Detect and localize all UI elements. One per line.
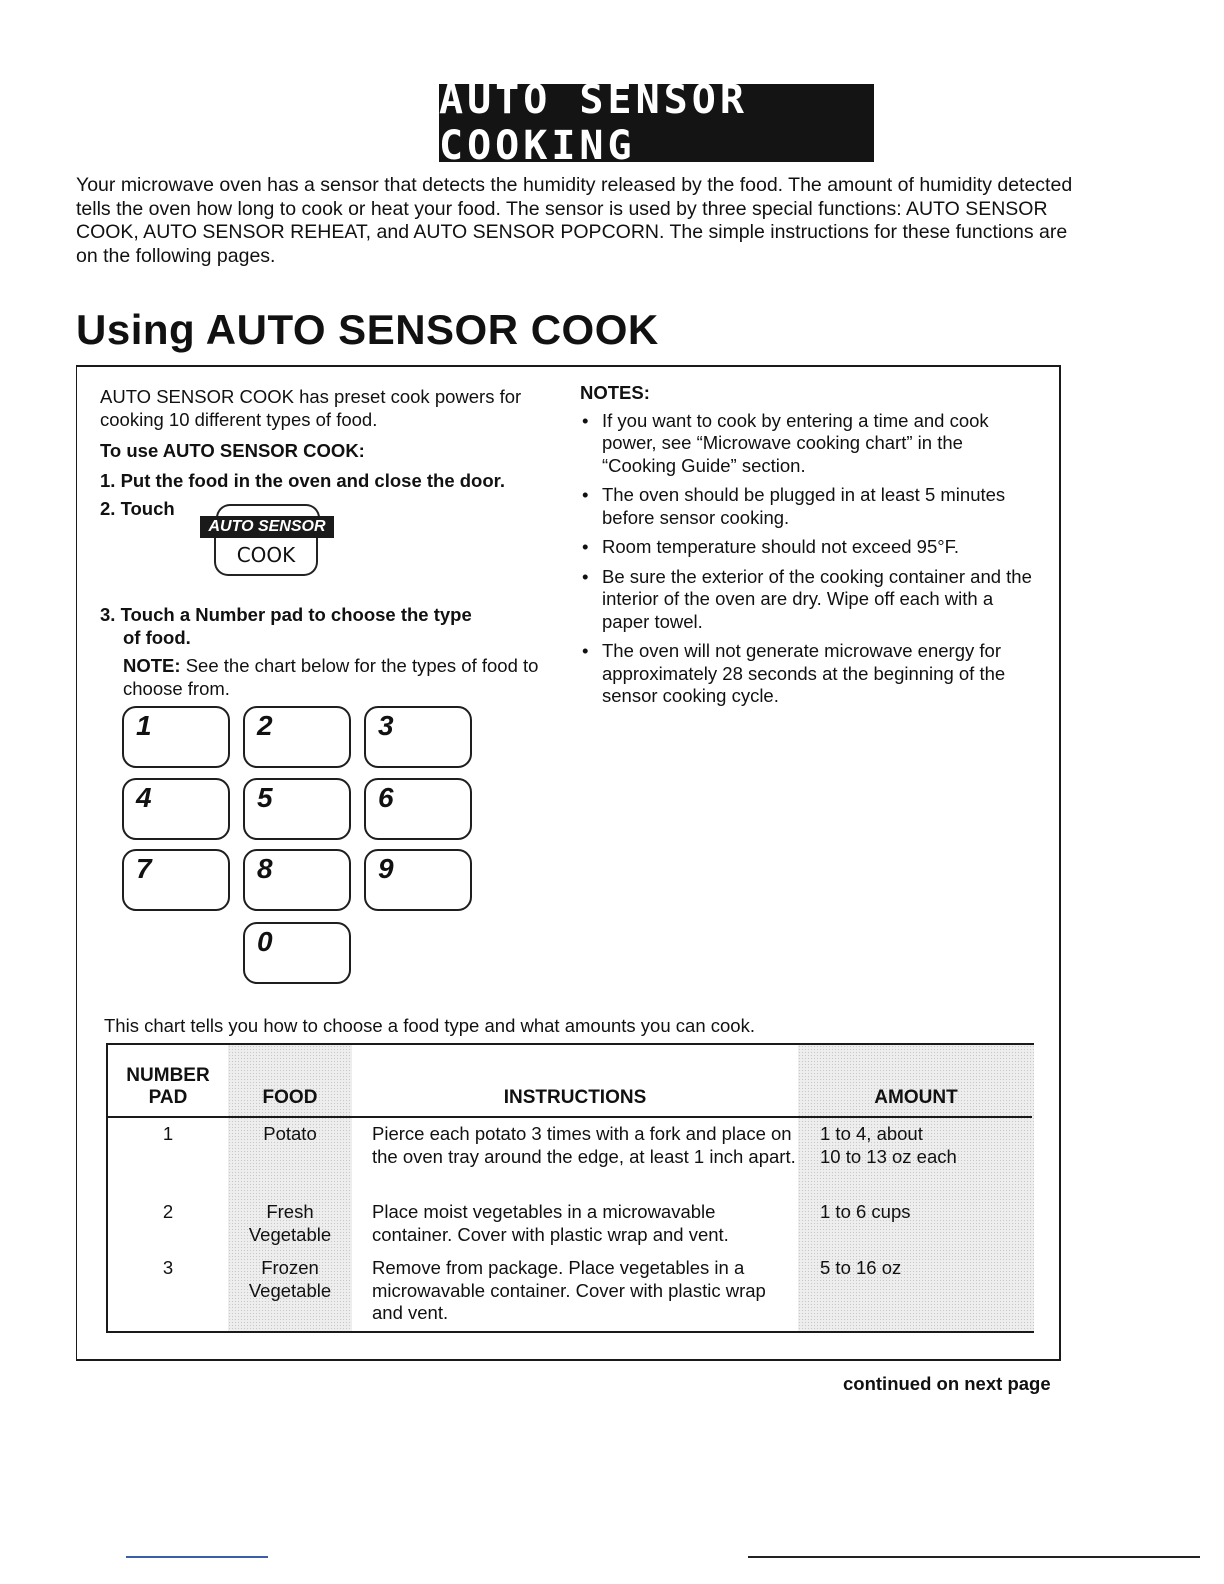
footer-rule-left <box>126 1556 268 1558</box>
pad-digit: 2 <box>257 710 273 741</box>
pad-digit: 6 <box>378 782 394 813</box>
note-item: • If you want to cook by entering a time and cook power, see “Microwave cooking chart” in the “Cooking Guide” section. <box>580 410 1040 478</box>
note-item: • Room temperature should not exceed 95°F. <box>580 536 1040 559</box>
note-item: • The oven will not generate microwave energy for approximately 28 seconds at the beginning of the sensor cooking cycle. <box>580 640 1040 708</box>
row-2-amount: 1 to 6 cups <box>820 1201 911 1222</box>
number-pad-1[interactable] <box>122 706 230 768</box>
continued-note: continued on next page <box>843 1373 1051 1394</box>
note-item: • The oven should be plugged in at least 5 minutes before sensor cooking. <box>580 484 1040 529</box>
key-label-cook: COOK <box>214 538 318 576</box>
number-pad-6[interactable] <box>364 778 472 840</box>
header-instructions: INSTRUCTIONS <box>503 1087 647 1108</box>
page-title: Using AUTO SENSOR COOK <box>76 306 659 353</box>
notes-list <box>580 410 1040 708</box>
footer-rule-right <box>748 1556 1200 1558</box>
row-2-food: Fresh Vegetable <box>248 1201 332 1245</box>
row-2-pad: 2 <box>162 1201 174 1222</box>
pad-digit: 7 <box>136 853 152 884</box>
intro-paragraph: Your microwave oven has a sensor that detects the humidity released by the food. The amount of humidity detected tells the oven how long to cook or heat your food. The sensor is used by three special functions: AUTO SENSOR COOK, AUTO SENSOR REHEAT, and AUTO SENSOR POPCORN. The simple instructions for these functions are on the following pages. <box>76 174 1073 267</box>
chart-caption: This chart tells you how to choose a food type and what amounts you can cook. <box>104 1015 755 1036</box>
row-1-pad: 1 <box>162 1123 174 1144</box>
pad-digit: 0 <box>257 926 273 957</box>
row-2-instructions: Place moist vegetables in a microwavable container. Cover with plastic wrap and vent. <box>372 1201 729 1245</box>
row-3-pad: 3 <box>162 1257 174 1278</box>
notes-heading: NOTES: <box>580 382 650 403</box>
number-pad-3[interactable] <box>364 706 472 768</box>
description: AUTO SENSOR COOK has preset cook powers for cooking 10 different types of food. <box>100 386 522 430</box>
step-1: 1. Put the food in the oven and close the door. <box>100 469 505 491</box>
number-pad-2[interactable] <box>243 706 351 768</box>
pad-digit: 4 <box>136 782 152 813</box>
pad-digit: 8 <box>257 853 273 884</box>
row-1-instructions: Pierce each potato 3 times with a fork and place on the oven tray around the edge, at least 1 inch apart. <box>372 1123 796 1167</box>
note-text: See the chart below for the types of food to choose from. <box>123 655 539 699</box>
note-label: NOTE: <box>123 655 181 676</box>
section-banner: AUTO SENSOR COOKING <box>439 84 874 162</box>
notes-column <box>580 382 1040 715</box>
to-use-heading: To use AUTO SENSOR COOK: <box>100 440 365 461</box>
step-2 <box>100 498 560 590</box>
row-1-food: Potato <box>263 1123 317 1144</box>
food-chart-table <box>106 1043 1034 1333</box>
number-pad-8[interactable] <box>243 849 351 911</box>
instructions-column <box>100 386 560 700</box>
pad-digit: 5 <box>257 782 273 813</box>
number-pad-9[interactable] <box>364 849 472 911</box>
key-label-auto-sensor: AUTO SENSOR <box>200 516 334 538</box>
step-2-label: 2. Touch <box>100 498 175 519</box>
chart-note <box>100 655 560 700</box>
note-item: • Be sure the exterior of the cooking container and the interior of the oven are dry. Wipe off each with a paper towel. <box>580 566 1040 634</box>
step-3-line-1: 3. Touch a Number pad to choose the type <box>100 604 472 625</box>
auto-sensor-cook-key[interactable] <box>200 504 334 574</box>
pad-digit: 9 <box>378 853 394 884</box>
pad-digit: 3 <box>378 710 394 741</box>
header-number-pad: NUMBER PAD <box>126 1065 210 1108</box>
pad-digit: 1 <box>136 710 152 741</box>
number-pad-4[interactable] <box>122 778 230 840</box>
step-3 <box>100 604 560 649</box>
step-3-line-2: of food. <box>123 626 191 648</box>
row-3-amount: 5 to 16 oz <box>820 1257 902 1278</box>
number-pad-7[interactable] <box>122 849 230 911</box>
number-pad-5[interactable] <box>243 778 351 840</box>
number-pad-0[interactable] <box>243 922 351 984</box>
row-1-amount: 1 to 4, about 10 to 13 oz each <box>820 1123 957 1167</box>
header-divider <box>108 1116 1032 1118</box>
header-food: FOOD <box>262 1087 318 1108</box>
row-3-instructions: Remove from package. Place vegetables in a microwavable container. Cover with plastic wrap and vent. <box>372 1257 766 1323</box>
header-amount: AMOUNT <box>874 1087 958 1108</box>
row-3-food: Frozen Vegetable <box>248 1257 332 1301</box>
